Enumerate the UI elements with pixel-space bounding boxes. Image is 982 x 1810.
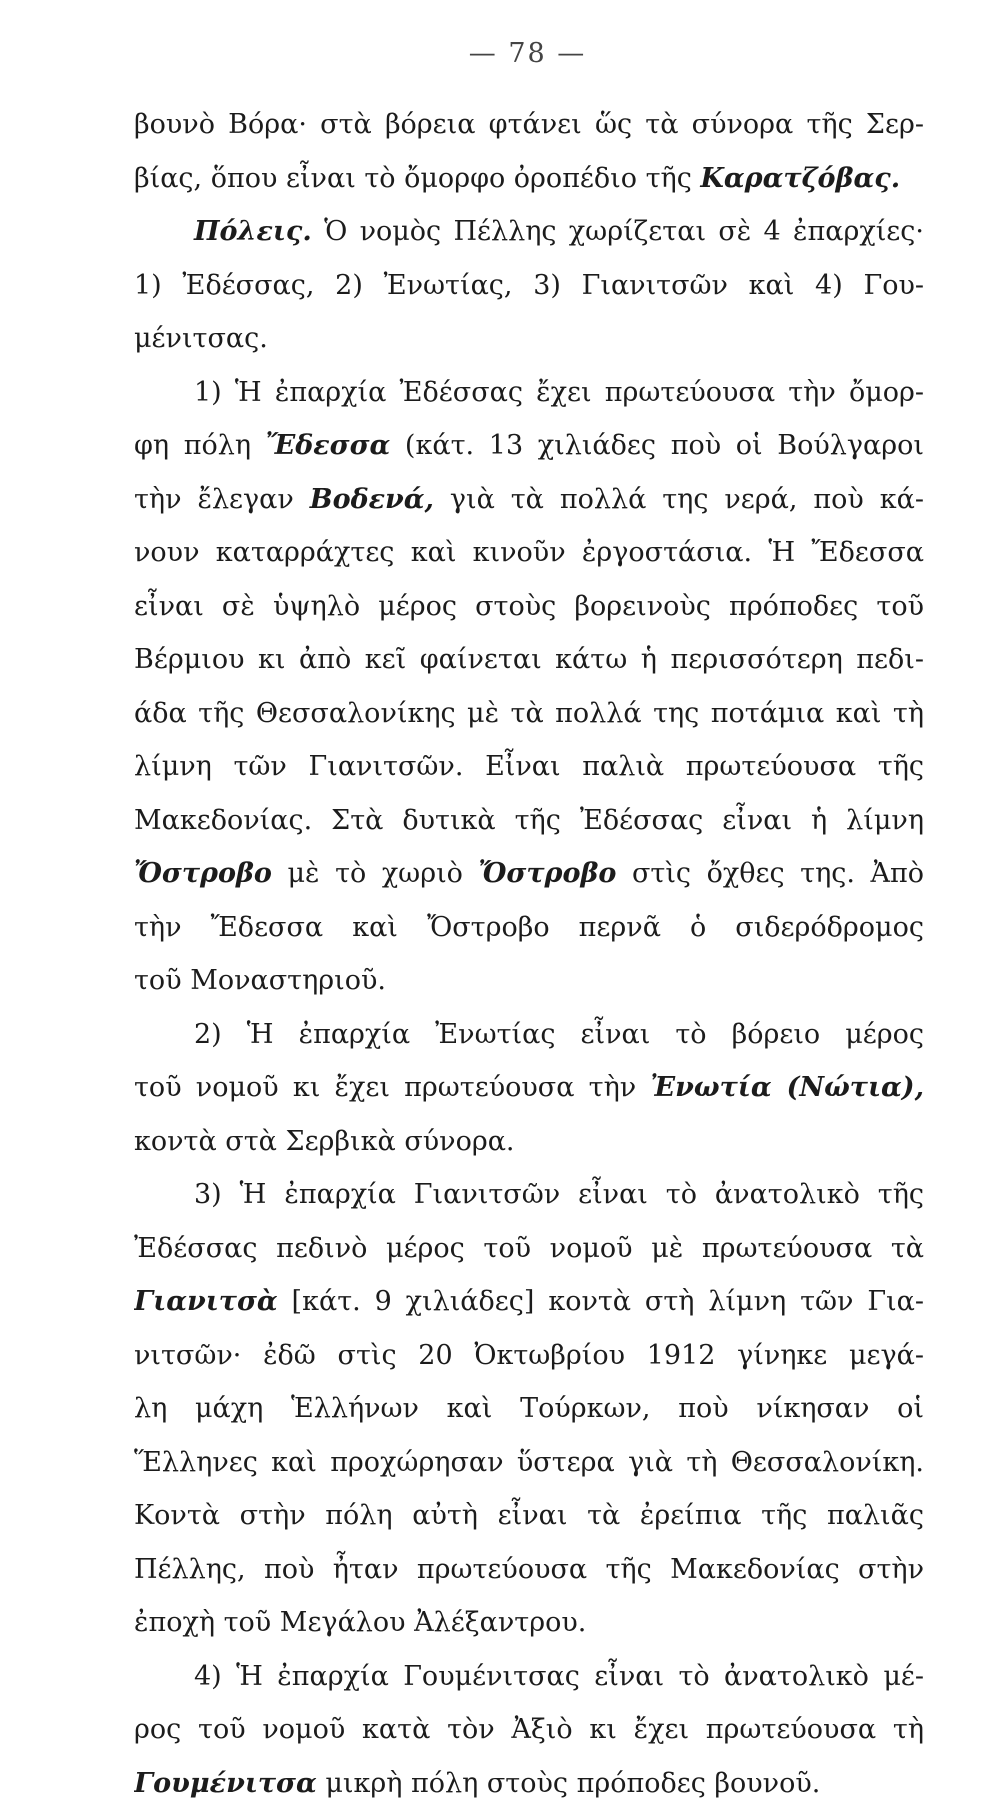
emphasized-term: Ὄστροβο [478,858,616,889]
line-text: Ἕλληνες καὶ προχώρησαν ὕστερα γιὰ τὴ Θεσσαλονίκη. [134,1447,924,1478]
text-line [134,740,924,794]
text-line [134,1168,924,1222]
text-line [134,633,924,687]
text-line [134,259,924,313]
text-line [134,1436,924,1490]
text-line [134,687,924,741]
line-text: μικρὴ πόλη στοὺς πρόποδες βουνοῦ. [317,1768,821,1799]
text-line [134,419,924,473]
line-text: Ὁ νομὸς Πέλλης χωρίζεται σὲ 4 ἐπαρχίες· [312,216,924,247]
line-text: Μακεδονίας. Στὰ δυτικὰ τῆς Ἐδέσσας εἶναι ἡ λίμνη [134,805,924,836]
line-text: 1) Ἐδέσσας, 2) Ἐνωτίας, 3) Γιανιτσῶν καὶ 4) Γου- [134,270,924,301]
text-line [134,847,924,901]
body-text [134,98,924,1810]
text-line [134,1650,924,1704]
line-text: Βέρμιου κι ἀπὸ κεῖ φαίνεται κάτω ἡ περισσότερη πεδι- [134,644,924,675]
text-line [134,1061,924,1115]
text-line [134,1382,924,1436]
text-line [134,152,924,206]
text-line [134,1115,924,1169]
text-line [134,1757,924,1810]
line-text: νουν καταρράχτες καὶ κινοῦν ἐργοστάσια. Ἡ Ἔδεσσα [134,537,924,568]
line-text: τὴν ἔλεγαν [134,484,310,515]
line-text: Πέλλης, ποὺ ἦταν πρωτεύουσα τῆς Μακεδονίας στὴν [134,1554,924,1585]
line-text: 3) Ἡ ἐπαρχία Γιανιτσῶν εἶναι τὸ ἀνατολικὸ τῆς [194,1179,924,1210]
page-number: — 78 — [0,38,982,69]
text-line [134,1008,924,1062]
line-text: ρος τοῦ νομοῦ κατὰ τὸν Ἀξιὸ κι ἔχει πρωτεύουσα τὴ [134,1714,924,1745]
line-text: τοῦ Μοναστηριοῦ. [134,965,386,996]
text-line [134,98,924,152]
line-text: μένιτσας. [134,323,268,354]
emphasized-term: Γιανιτσὰ [134,1286,278,1317]
line-text: λίμνη τῶν Γιανιτσῶν. Εἶναι παλιὰ πρωτεύουσα τῆς [134,751,924,782]
line-text: βίας, ὅπου εἶναι τὸ ὄμορφο ὀροπέδιο τῆς [134,163,700,194]
text-line [134,366,924,420]
line-text: Κοντὰ στὴν πόλη αὐτὴ εἶναι τὰ ἐρείπια τῆς παλιᾶς [134,1500,924,1531]
text-line [134,794,924,848]
emphasized-term: Πόλεις. [194,216,312,247]
text-line [134,205,924,259]
line-text: λη μάχη Ἑλλήνων καὶ Τούρκων, ποὺ νίκησαν οἱ [134,1393,924,1424]
line-text: στὶς ὄχθες της. Ἀπὸ [616,858,924,889]
emphasized-term: Γουμένιτσα [134,1768,317,1799]
text-line [134,954,924,1008]
text-line [134,1222,924,1276]
line-text: νιτσῶν· ἐδῶ στὶς 20 Ὀκτωβρίου 1912 γίνηκε μεγά- [134,1340,924,1371]
line-text: γιὰ τὰ πολλά της νερά, ποὺ κά- [434,484,924,515]
text-line [134,901,924,955]
line-text: Ἐδέσσας πεδινὸ μέρος τοῦ νομοῦ μὲ πρωτεύουσα τὰ [134,1233,924,1264]
line-text: 2) Ἡ ἐπαρχία Ἐνωτίας εἶναι τὸ βόρειο μέρος [194,1019,924,1050]
emphasized-term: Ὄστροβο [134,858,272,889]
text-line [134,580,924,634]
line-text: βουνὸ Βόρα· στὰ βόρεια φτάνει ὥς τὰ σύνορα τῆς Σερ- [134,109,924,140]
line-text: 1) Ἡ ἐπαρχία Ἐδέσσας ἔχει πρωτεύουσα τὴν ὄμορ- [194,377,924,408]
line-text: κοντὰ στὰ Σερβικὰ σύνορα. [134,1126,515,1157]
emphasized-term: Βοδενά, [310,484,434,515]
text-line [134,1329,924,1383]
line-text: 4) Ἡ ἐπαρχία Γουμένιτσας εἶναι τὸ ἀνατολικὸ μέ- [194,1661,924,1692]
text-line [134,1543,924,1597]
line-text: άδα τῆς Θεσσαλονίκης μὲ τὰ πολλά της ποτάμια καὶ τὴ [134,698,924,729]
line-text: τὴν Ἔδεσσα καὶ Ὄστροβο περνᾶ ὁ σιδερόδρομος [134,912,924,943]
emphasized-term: Ἔδεσσα [266,430,391,461]
text-line [134,1275,924,1329]
emphasized-term: Ἐνωτία (Νώτια), [650,1072,924,1103]
text-line [134,1489,924,1543]
line-text: μὲ τὸ χωριὸ [272,858,479,889]
text-line [134,526,924,580]
text-line [134,312,924,366]
text-line [134,1703,924,1757]
text-line [134,1596,924,1650]
line-text: φη πόλη [134,430,266,461]
text-line [134,473,924,527]
emphasized-term: Καρατζόβας. [700,163,900,194]
line-text: εἶναι σὲ ὑψηλὸ μέρος στοὺς βορεινοὺς πρόποδες τοῦ [134,591,924,622]
line-text: (κάτ. 13 χιλιάδες ποὺ οἱ Βούλγαροι [390,430,924,461]
line-text: τοῦ νομοῦ κι ἔχει πρωτεύουσα τὴν [134,1072,650,1103]
line-text: ἐποχὴ τοῦ Μεγάλου Ἀλέξαντρου. [134,1607,586,1638]
line-text: [κάτ. 9 χιλιάδες] κοντὰ στὴ λίμνη τῶν Για- [278,1286,924,1317]
